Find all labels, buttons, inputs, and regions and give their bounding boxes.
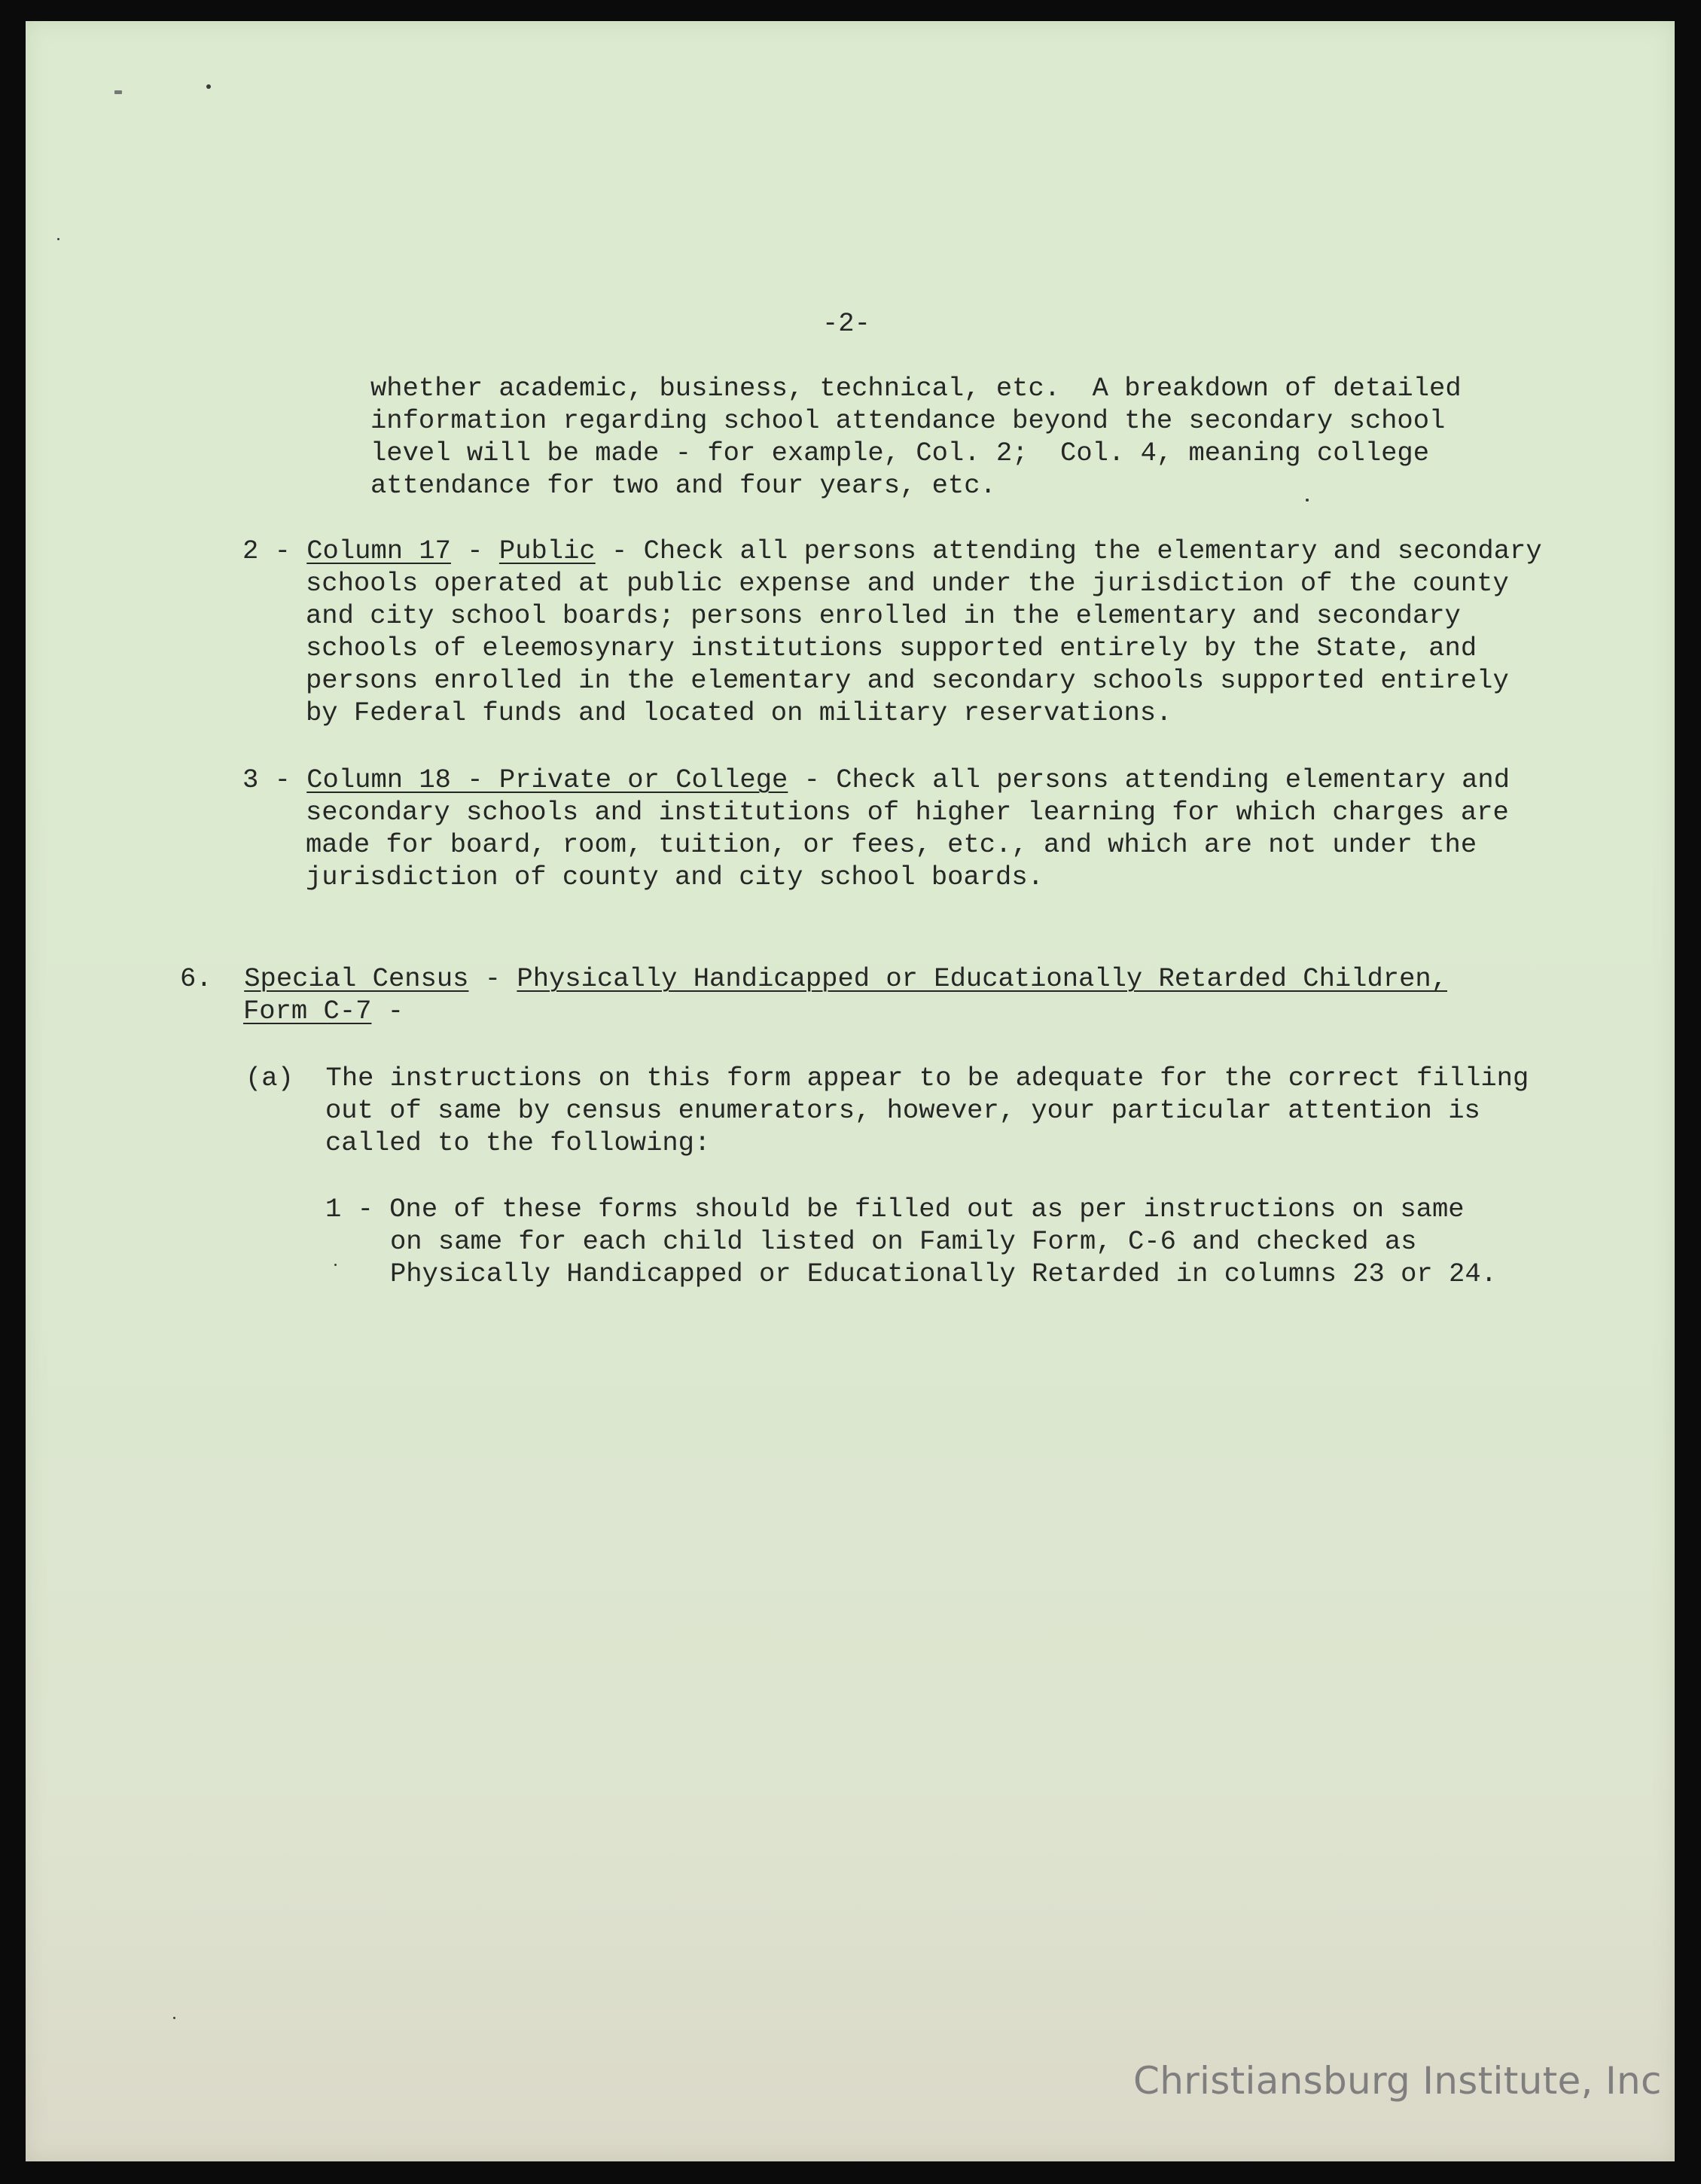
text-line: information regarding school attendance beyond the secondary school [370, 405, 1446, 436]
section-number: 6. [180, 963, 212, 994]
text-line: secondary schools and institutions of higher learning for which charges are [306, 797, 1509, 828]
text-line: level will be made - for example, Col. 2; Col. 4, meaning college [370, 438, 1430, 468]
item-number: 3 - [242, 764, 291, 795]
text-line: schools of eleemosynary institutions supported entirely by the State, and [306, 633, 1477, 663]
page-number: -2- [822, 308, 870, 339]
heading-dash: - [468, 963, 517, 994]
text-line: - Check all persons attending the elementary and secondary [595, 535, 1542, 566]
text-line: The instructions on this form appear to be adequate for the correct filling [325, 1063, 1529, 1094]
column-18-item [242, 764, 1510, 893]
item-heading: Column 18 - Private or College [306, 764, 788, 795]
paper-speck [114, 90, 122, 94]
item-subheading: Public [498, 535, 596, 566]
subsection-marker: (a) [245, 1063, 294, 1094]
item-number: 2 - [242, 535, 291, 566]
intro-paragraph [370, 372, 1462, 502]
text-line: called to the following: [325, 1127, 711, 1158]
text-line: - Check all persons attending elementary and [788, 764, 1510, 795]
text-line: jurisdiction of county and city school boards. [306, 862, 1044, 892]
text-line: schools operated at public expense and under the jurisdiction of the county [306, 568, 1509, 599]
text-line: attendance for two and four years, etc. [370, 470, 996, 501]
item-number: 1 - [325, 1194, 373, 1225]
text-line: on same for each child listed on Family Form, C-6 and checked as [390, 1226, 1417, 1257]
watermark: Christiansburg Institute, Inc [1133, 2059, 1662, 2103]
text-line: One of these forms should be filled out as per instructions on same [389, 1194, 1465, 1225]
text-line: persons enrolled in the elementary and secondary schools supported entirely [306, 665, 1509, 696]
subsection-a-item-1 [325, 1193, 1497, 1290]
text-line: and city school boards; persons enrolled in the elementary and secondary [306, 600, 1461, 631]
paper-speck [173, 2017, 175, 2019]
item-heading: Column 17 [306, 535, 451, 566]
text-line: out of same by census enumerators, however, your particular attention is [325, 1095, 1480, 1126]
form-label: Form C-7 [243, 996, 372, 1026]
section-subheading: Physically Handicapped or Educationally Retarded Children, [517, 963, 1447, 994]
text-line: by Federal funds and located on military reservations. [306, 697, 1172, 728]
column-17-item [242, 535, 1542, 729]
text-line: made for board, room, tuition, or fees, etc., and which are not under the [306, 829, 1477, 860]
section-heading: Special Census [244, 963, 469, 994]
subsection-a [245, 1062, 1529, 1159]
text-line: whether academic, business, technical, etc. A breakdown of detailed [370, 373, 1462, 404]
form-label-dash: - [371, 996, 404, 1026]
section-6-heading [180, 962, 1447, 1027]
heading-dash: - [450, 535, 499, 566]
paper-speck [206, 84, 211, 89]
paper-speck [57, 238, 59, 240]
text-line: Physically Handicapped or Educationally Retarded in columns 23 or 24. [390, 1258, 1497, 1289]
document-page [26, 21, 1675, 2161]
